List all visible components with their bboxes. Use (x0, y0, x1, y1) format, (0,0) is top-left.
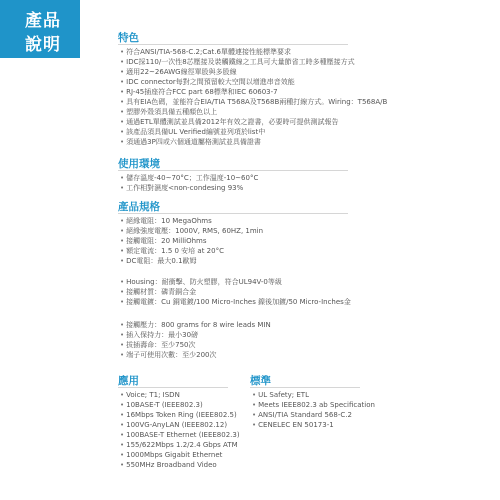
specs-group-2 (120, 277, 351, 307)
list-item: • UL Safety; ETL (252, 390, 375, 400)
list-item: • 適用22~26AWG線徑單股與多股線 (120, 67, 387, 77)
standards-heading: 標準 (250, 375, 271, 387)
specs-group-1 (120, 216, 263, 266)
list-item: • CENELEC EN 50173-1 (252, 420, 375, 430)
list-item: • 拔插壽命：至少750次 (120, 340, 271, 350)
features-list (120, 47, 387, 147)
list-item: • 額定電流：1.5 0 安培 at 20°C (120, 246, 263, 256)
list-item: • 塑膠外殼須具備五種顏色以上 (120, 107, 387, 117)
list-item: • 儲存溫度-40~70°C；工作溫度-10~60°C (120, 173, 258, 183)
environment-list (120, 173, 258, 193)
features-divider (118, 44, 348, 45)
list-item: • 接觸壓力：800 grams for 8 wire leads MIN (120, 320, 271, 330)
list-item: • 155/622Mbps 1.2/2.4 Gbps ATM (120, 440, 240, 450)
product-description-tag (0, 0, 80, 58)
specs-heading: 產品規格 (118, 201, 160, 213)
features-heading: 特色 (118, 32, 139, 44)
list-item: • 工作相對濕度<non-condesing 93% (120, 183, 258, 193)
list-item: • 該產品須具備UL Verified編號並列項於list中 (120, 127, 387, 137)
list-item: • Housing：耐衝擊、防火塑膠，符合UL94V-0等級 (120, 277, 351, 287)
list-item: • 16Mbps Token Ring (IEEE802.5) (120, 410, 240, 420)
list-item: • ANSI/TIA Standard 568-C.2 (252, 410, 375, 420)
applications-divider (118, 387, 228, 388)
list-item: • DC電阻：最大0.1歐姆 (120, 256, 263, 266)
environment-heading: 使用環境 (118, 158, 160, 170)
applications-list (120, 390, 240, 470)
list-item: • 接觸材質：磷青銅合金 (120, 287, 351, 297)
list-item: • 1000Mbps Gigabit Ethernet (120, 450, 240, 460)
tag-line-2: 說明 (25, 35, 61, 55)
list-item: • 具有EIA色碼，並能符合EIA/TIA T568A及T568B兩種打線方式。Wiring：T568A/B (120, 97, 387, 107)
list-item: • Voice; T1; ISDN (120, 390, 240, 400)
environment-divider (118, 170, 348, 171)
list-item: • IDC採110/一次性8芯壓接及裝觸鐵線之工具可大量節省工時多種壓接方式 (120, 57, 387, 67)
list-item: • 符合ANSI/TIA-568-C.2;Cat.6單體連接性能標準要求 (120, 47, 387, 57)
list-item: • 550MHz Broadband Video (120, 460, 240, 470)
list-item: • 絕緣電阻：10 MegaOhms (120, 216, 263, 226)
standards-list (252, 390, 375, 430)
tag-line-1: 產品 (25, 11, 61, 31)
list-item: • 10BASE-T (IEEE802.3) (120, 400, 240, 410)
list-item: • 插入保持力：最小30磅 (120, 330, 271, 340)
specs-group-3 (120, 320, 271, 360)
specs-divider (118, 213, 348, 214)
list-item: • 接觸電鍍：Cu 銅電鍍/100 Micro-Inches 鎳後加鍍/50 Micro-Inches金 (120, 297, 351, 307)
standards-divider (250, 387, 360, 388)
list-item: • 須通過3P四或六個通道屬格測試並具備證書 (120, 137, 387, 147)
list-item: • 接觸電阻：20 MilliOhms (120, 236, 263, 246)
list-item: • 100VG-AnyLAN (IEEE802.12) (120, 420, 240, 430)
list-item: • 端子可使用次數：至少200次 (120, 350, 271, 360)
list-item: • 通過ETL單體測試並具備2012年有效之證書，必要時可提供測試報告 (120, 117, 387, 127)
list-item: • Meets IEEE802.3 ab Specification (252, 400, 375, 410)
list-item: • IDC connector每對之間預留較大空間以增進串音效能 (120, 77, 387, 87)
list-item: • 絕緣強度電壓：1000V, RMS, 60HZ, 1min (120, 226, 263, 236)
list-item: • 100BASE-T Ethernet (IEEE802.3) (120, 430, 240, 440)
list-item: • RJ-45插座符合FCC part 68標準和IEC 60603-7 (120, 87, 387, 97)
applications-heading: 應用 (118, 375, 139, 387)
